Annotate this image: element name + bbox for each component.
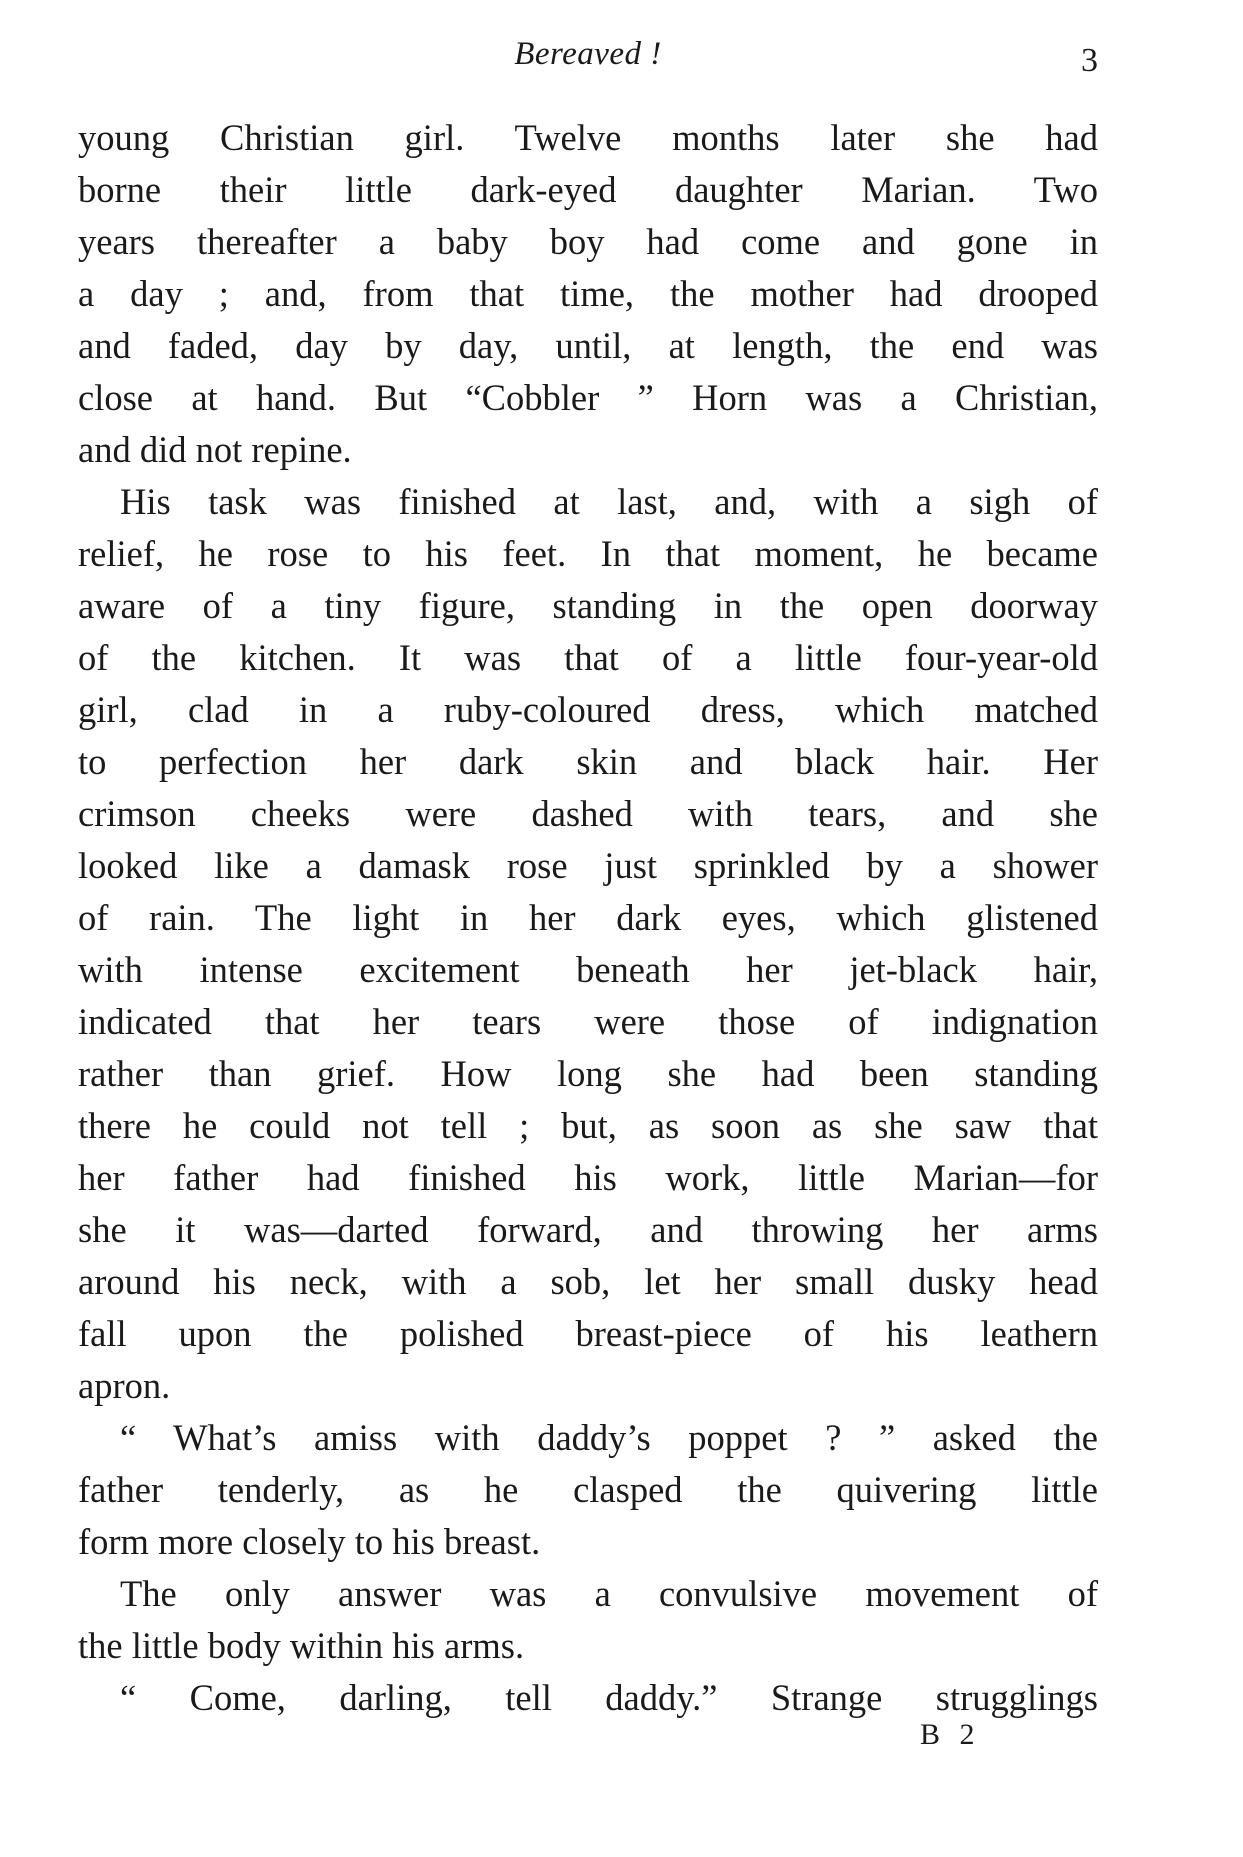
text-line: the little body within his arms. — [78, 1625, 525, 1666]
text-line: and faded, day by day, until, at length, the end was — [78, 325, 1098, 366]
text-line: there he could not tell ; but, as soon as she saw that — [78, 1105, 1098, 1146]
text-line: close at hand. But “Cobbler ” Horn was a Christian, — [78, 377, 1098, 418]
text-line: aware of a tiny figure, standing in the open doorway — [78, 585, 1098, 626]
text-line: relief, he rose to his feet. In that moment, he became — [78, 533, 1098, 574]
text-line: with intense excitement beneath her jet-black hair, — [78, 949, 1098, 990]
text-line: years thereafter a baby boy had come and gone in — [78, 221, 1098, 262]
text-line: apron. — [78, 1365, 171, 1406]
text-line: borne their little dark-eyed daughter Marian. Two — [78, 169, 1098, 210]
paragraph — [78, 1672, 1098, 1724]
text-line: fall upon the polished breast-piece of his leathern — [78, 1313, 1098, 1354]
paragraph — [78, 476, 1098, 1412]
text-line: to perfection her dark skin and black hair. Her — [78, 741, 1098, 782]
text-line: and did not repine. — [78, 429, 352, 470]
text-line: of the kitchen. It was that of a little four-year-old — [78, 637, 1098, 678]
text-line: around his neck, with a sob, let her small dusky head — [78, 1261, 1098, 1302]
text-line: young Christian girl. Twelve months later she had — [78, 117, 1098, 158]
text-line: The only answer was a convulsive movement of — [120, 1573, 1098, 1614]
text-line: she it was—darted forward, and throwing her arms — [78, 1209, 1098, 1250]
text-line: father tenderly, as he clasped the quivering little — [78, 1469, 1098, 1510]
text-line: crimson cheeks were dashed with tears, and she — [78, 793, 1098, 834]
paragraph — [78, 112, 1098, 476]
running-head — [78, 36, 1098, 86]
running-title: Bereaved ! — [514, 36, 662, 72]
page-number: 3 — [1081, 42, 1098, 79]
text-line: “ What’s amiss with daddy’s poppet ? ” asked the — [120, 1417, 1098, 1458]
signature-mark: B 2 — [920, 1718, 981, 1751]
paragraph — [78, 1568, 1098, 1672]
text-line: her father had finished his work, little Marian—for — [78, 1157, 1098, 1198]
text-line: girl, clad in a ruby-coloured dress, which matched — [78, 689, 1098, 730]
text-line: of rain. The light in her dark eyes, which glistened — [78, 897, 1098, 938]
text-line: His task was finished at last, and, with a sigh of — [120, 481, 1098, 522]
text-line: “ Come, darling, tell daddy.” Strange strugglings — [120, 1677, 1098, 1718]
text-line: indicated that her tears were those of indignation — [78, 1001, 1098, 1042]
text-line: rather than grief. How long she had been standing — [78, 1053, 1098, 1094]
text-line: a day ; and, from that time, the mother had drooped — [78, 273, 1098, 314]
text-line: looked like a damask rose just sprinkled by a shower — [78, 845, 1098, 886]
body-text — [78, 112, 1098, 1724]
paragraph — [78, 1412, 1098, 1568]
text-line: form more closely to his breast. — [78, 1521, 541, 1562]
